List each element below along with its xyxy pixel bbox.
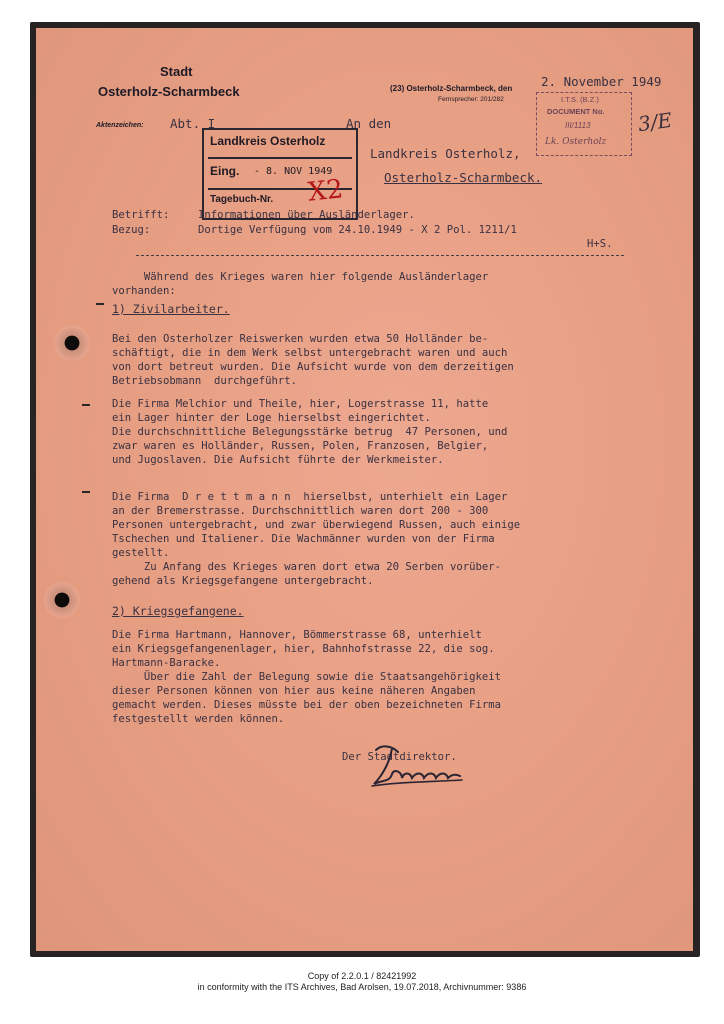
- betrifft-text: Informationen über Ausländerlager.: [198, 209, 415, 221]
- document-stamp-handwritten: Lk. Osterholz: [545, 137, 607, 147]
- text-line: schäftigt, die in dem Werk selbst untergebracht waren und auch: [112, 347, 508, 359]
- text-line: an der Bremerstrasse. Durchschnittlich waren dort 200 - 300: [112, 505, 489, 517]
- text-line: dieser Personen können von hier aus keine näheren Angaben: [112, 685, 476, 697]
- letter-date: 2. November 1949: [541, 74, 662, 89]
- text-line: Die Firma D r e t t m a n n hierselbst, unterhielt ein Lager: [112, 491, 508, 503]
- text-line: ein Kriegsgefangenenlager, hier, Bahnhofstrasse 22, die sog.: [112, 643, 495, 655]
- paragraph-1: [112, 332, 514, 388]
- closing-line: Der Stadtdirektor.: [342, 751, 457, 763]
- paragraph-4: [112, 628, 501, 726]
- document-stamp: [536, 92, 632, 156]
- stamp-title: Landkreis Osterholz: [210, 134, 326, 148]
- letterhead-city-line2: Osterholz-Scharmbeck: [98, 84, 240, 99]
- stamp-eing-date: - 8. NOV 1949: [254, 166, 333, 177]
- section1-title: 1) Zivilarbeiter.: [112, 302, 230, 316]
- margin-dash: [82, 404, 90, 406]
- phone-number: Fernsprecher: 201/282: [438, 96, 504, 103]
- reference-label: Aktenzeichen:: [96, 122, 144, 129]
- text-line: Tschechen und Italiener. Die Wachmänner wurden von der Firma: [112, 533, 495, 545]
- bezug-label: Bezug:: [112, 224, 151, 236]
- stamp-handwritten-mark: X2: [306, 174, 345, 208]
- document-stamp-top: I.T.S. (B.Z.): [561, 95, 599, 104]
- document-stamp-number: III/1113: [565, 121, 591, 130]
- sender-place: (23) Osterholz-Scharmbeck, den: [390, 84, 513, 93]
- an-den-label: An den: [346, 116, 392, 131]
- punch-hole: [44, 582, 80, 618]
- section2-title: 2) Kriegsgefangene.: [112, 604, 244, 618]
- stamp-tagebuch-label: Tagebuch-Nr.: [210, 194, 274, 205]
- document-stamp-label: DOCUMENT No.: [547, 107, 605, 116]
- punch-hole: [54, 325, 90, 361]
- text-line: von dort betreut wurden. Die Aufsicht wurde von dem derzeitigen: [112, 361, 514, 373]
- stamp-eing-label: Eing.: [210, 164, 240, 178]
- reference-value: Abt. I: [170, 116, 216, 131]
- divider-line: [136, 255, 624, 256]
- margin-dash: [96, 303, 104, 305]
- text-line: gehend als Kriegsgefangene untergebracht.: [112, 575, 374, 587]
- betrifft-label: Betrifft:: [112, 209, 170, 221]
- paragraph-2: [112, 397, 507, 467]
- text-line: und Jugoslaven. Die Aufsicht führte der Werkmeister.: [112, 454, 444, 466]
- intro-line1: Während des Krieges waren hier folgende Ausländerlager: [112, 271, 489, 283]
- text-line: gestellt.: [112, 547, 170, 559]
- recipient-line1: Landkreis Osterholz,: [370, 146, 521, 161]
- text-line: Die Firma Hartmann, Hannover, Bömmerstrasse 68, unterhielt: [112, 629, 482, 641]
- archive-footer-line2: in conformity with the ITS Archives, Bad Arolsen, 19.07.2018, Archivnummer: 9386: [197, 982, 527, 992]
- intro-line2: vorhanden:: [112, 285, 176, 297]
- text-line: ein Lager hinter der Loge hierselbst eingerichtet.: [112, 412, 431, 424]
- recipient-line2: Osterholz-Scharmbeck.: [384, 170, 543, 185]
- text-line: Die Firma Melchior und Theile, hier, Logerstrasse 11, hatte: [112, 398, 489, 410]
- text-line: gemacht werden. Dieses müsste bei der oben bezeichneten Firma: [112, 699, 502, 711]
- paragraph-3: [112, 490, 520, 588]
- text-line: festgestellt werden können.: [112, 713, 285, 725]
- handwritten-signature: [368, 742, 468, 790]
- text-line: Die durchschnittliche Belegungsstärke betrug 47 Personen, und: [112, 426, 508, 438]
- text-line: Hartmann-Baracke.: [112, 657, 221, 669]
- received-stamp: [202, 128, 358, 220]
- margin-dash: [82, 491, 90, 493]
- bezug-suffix: H+S.: [587, 238, 613, 250]
- text-line: zwar waren es Holländer, Russen, Polen, Franzosen, Belgier,: [112, 440, 489, 452]
- text-line: Über die Zahl der Belegung sowie die Staatsangehörigkeit: [112, 671, 502, 683]
- text-line: Zu Anfang des Krieges waren dort etwa 20 Serben vorüber-: [112, 561, 502, 573]
- letterhead-city-line1: Stadt: [160, 64, 193, 79]
- bezug-text: Dortige Verfügung vom 24.10.1949 - X 2 Pol. 1211/1: [198, 224, 517, 236]
- archive-footer-line1: Copy of 2.2.0.1 / 82421992: [307, 971, 417, 981]
- corner-handwritten-mark: 3/E: [636, 107, 674, 137]
- text-line: Bei den Osterholzer Reiswerken wurden etwa 50 Holländer be-: [112, 333, 489, 345]
- text-line: Betriebsobmann durchgeführt.: [112, 375, 297, 387]
- text-line: Personen untergebracht, und zwar überwiegend Russen, auch einige: [112, 519, 521, 531]
